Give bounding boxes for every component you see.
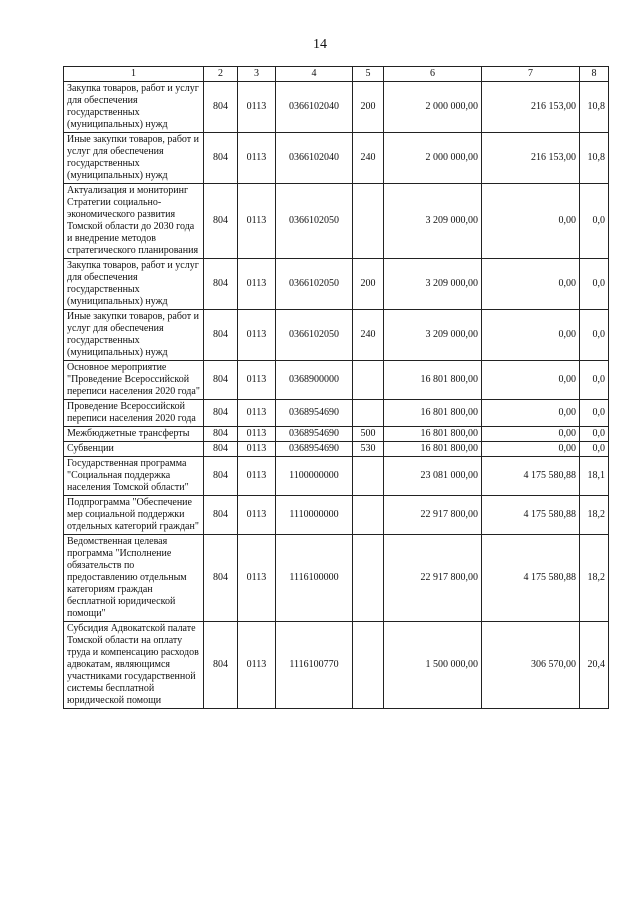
cell-name: Субвенции: [64, 442, 204, 457]
cell-fact: 216 153,00: [482, 82, 580, 133]
cell-plan: 2 000 000,00: [384, 82, 482, 133]
cell-name: Субсидия Адвокатской палате Томской области на оплату труда и компенсацию расходов адвокатам, являющимся участниками государственной системы бесплатной юридической помощи: [64, 622, 204, 709]
cell-name: Ведомственная целевая программа "Исполнение обязательств по предоставлению отдельным категориям граждан бесплатной юридической помощи": [64, 535, 204, 622]
cell-ved: 804: [204, 535, 238, 622]
table-row: [64, 427, 609, 442]
cell-plan: 16 801 800,00: [384, 400, 482, 427]
cell-razdel: 0113: [238, 442, 276, 457]
column-header: 8: [580, 67, 609, 82]
cell-vr: 500: [353, 427, 384, 442]
cell-vr: [353, 622, 384, 709]
table-row: [64, 442, 609, 457]
column-header: 7: [482, 67, 580, 82]
table-row: [64, 310, 609, 361]
cell-percent: 0,0: [580, 361, 609, 400]
cell-fact: 216 153,00: [482, 133, 580, 184]
cell-name: Иные закупки товаров, работ и услуг для обеспечения государственных (муниципальных) нужд: [64, 310, 204, 361]
cell-ved: 804: [204, 310, 238, 361]
cell-razdel: 0113: [238, 82, 276, 133]
cell-vr: [353, 457, 384, 496]
cell-plan: 22 917 800,00: [384, 535, 482, 622]
cell-percent: 0,0: [580, 259, 609, 310]
cell-percent: 10,8: [580, 133, 609, 184]
cell-ved: 804: [204, 184, 238, 259]
cell-razdel: 0113: [238, 259, 276, 310]
cell-vr: 240: [353, 310, 384, 361]
column-header: 2: [204, 67, 238, 82]
cell-percent: 20,4: [580, 622, 609, 709]
cell-plan: 3 209 000,00: [384, 184, 482, 259]
cell-csr: 0368900000: [276, 361, 353, 400]
cell-csr: 0366102040: [276, 133, 353, 184]
cell-csr: 0368954690: [276, 400, 353, 427]
table-row: [64, 361, 609, 400]
column-header: 6: [384, 67, 482, 82]
cell-csr: 1110000000: [276, 496, 353, 535]
cell-vr: 200: [353, 82, 384, 133]
cell-name: Государственная программа "Социальная поддержка населения Томской области": [64, 457, 204, 496]
cell-name: Проведение Всероссийской переписи населения 2020 года: [64, 400, 204, 427]
cell-vr: [353, 400, 384, 427]
cell-percent: 10,8: [580, 82, 609, 133]
cell-percent: 18,1: [580, 457, 609, 496]
column-header: 1: [64, 67, 204, 82]
cell-fact: 0,00: [482, 427, 580, 442]
cell-plan: 16 801 800,00: [384, 442, 482, 457]
cell-razdel: 0113: [238, 184, 276, 259]
cell-csr: 1116100770: [276, 622, 353, 709]
cell-csr: 0366102050: [276, 310, 353, 361]
table-row: [64, 184, 609, 259]
table-row: [64, 133, 609, 184]
cell-fact: 0,00: [482, 442, 580, 457]
cell-name: Актуализация и мониторинг Стратегии социально-экономического развития Томской области до 2030 года и внедрение методов стратегического планирования: [64, 184, 204, 259]
cell-plan: 3 209 000,00: [384, 310, 482, 361]
cell-plan: 3 209 000,00: [384, 259, 482, 310]
cell-razdel: 0113: [238, 535, 276, 622]
cell-name: Подпрограмма "Обеспечение мер социальной поддержки отдельных категорий граждан": [64, 496, 204, 535]
cell-fact: 0,00: [482, 400, 580, 427]
column-header: 4: [276, 67, 353, 82]
cell-fact: 0,00: [482, 184, 580, 259]
column-header: 3: [238, 67, 276, 82]
cell-name: Межбюджетные трансферты: [64, 427, 204, 442]
cell-plan: 2 000 000,00: [384, 133, 482, 184]
cell-ved: 804: [204, 133, 238, 184]
page-number: 14: [313, 37, 327, 52]
cell-fact: 0,00: [482, 310, 580, 361]
cell-percent: 0,0: [580, 184, 609, 259]
cell-ved: 804: [204, 427, 238, 442]
cell-plan: 16 801 800,00: [384, 427, 482, 442]
table-row: [64, 496, 609, 535]
cell-fact: 4 175 580,88: [482, 535, 580, 622]
cell-percent: 0,0: [580, 400, 609, 427]
cell-csr: 0366102050: [276, 184, 353, 259]
cell-vr: 200: [353, 259, 384, 310]
cell-razdel: 0113: [238, 361, 276, 400]
cell-ved: 804: [204, 457, 238, 496]
cell-csr: 0366102050: [276, 259, 353, 310]
cell-plan: 16 801 800,00: [384, 361, 482, 400]
cell-vr: [353, 184, 384, 259]
cell-name: Закупка товаров, работ и услуг для обеспечения государственных (муниципальных) нужд: [64, 82, 204, 133]
cell-csr: 1100000000: [276, 457, 353, 496]
cell-fact: 306 570,00: [482, 622, 580, 709]
cell-ved: 804: [204, 259, 238, 310]
cell-percent: 0,0: [580, 442, 609, 457]
cell-fact: 0,00: [482, 259, 580, 310]
cell-fact: 0,00: [482, 361, 580, 400]
table-row: [64, 82, 609, 133]
cell-razdel: 0113: [238, 427, 276, 442]
cell-razdel: 0113: [238, 400, 276, 427]
cell-razdel: 0113: [238, 133, 276, 184]
table-row: [64, 457, 609, 496]
cell-percent: 0,0: [580, 310, 609, 361]
cell-razdel: 0113: [238, 622, 276, 709]
table-row: [64, 259, 609, 310]
cell-name: Основное мероприятие "Проведение Всероссийской переписи населения 2020 года": [64, 361, 204, 400]
cell-ved: 804: [204, 622, 238, 709]
cell-ved: 804: [204, 400, 238, 427]
cell-name: Иные закупки товаров, работ и услуг для обеспечения государственных (муниципальных) нужд: [64, 133, 204, 184]
table-row: [64, 622, 609, 709]
cell-razdel: 0113: [238, 457, 276, 496]
cell-plan: 22 917 800,00: [384, 496, 482, 535]
cell-ved: 804: [204, 82, 238, 133]
cell-csr: 0366102040: [276, 82, 353, 133]
cell-ved: 804: [204, 496, 238, 535]
cell-ved: 804: [204, 442, 238, 457]
cell-percent: 18,2: [580, 535, 609, 622]
cell-ved: 804: [204, 361, 238, 400]
cell-plan: 1 500 000,00: [384, 622, 482, 709]
cell-csr: 0368954690: [276, 427, 353, 442]
table-row: [64, 400, 609, 427]
table-row: [64, 535, 609, 622]
cell-csr: 0368954690: [276, 442, 353, 457]
column-header: 5: [353, 67, 384, 82]
table-header-row: [64, 67, 609, 82]
cell-percent: 18,2: [580, 496, 609, 535]
cell-fact: 4 175 580,88: [482, 457, 580, 496]
budget-table: [63, 66, 609, 709]
cell-vr: 240: [353, 133, 384, 184]
cell-percent: 0,0: [580, 427, 609, 442]
cell-plan: 23 081 000,00: [384, 457, 482, 496]
cell-vr: [353, 361, 384, 400]
cell-fact: 4 175 580,88: [482, 496, 580, 535]
cell-vr: [353, 535, 384, 622]
cell-csr: 1116100000: [276, 535, 353, 622]
cell-vr: 530: [353, 442, 384, 457]
cell-vr: [353, 496, 384, 535]
cell-razdel: 0113: [238, 310, 276, 361]
cell-name: Закупка товаров, работ и услуг для обеспечения государственных (муниципальных) нужд: [64, 259, 204, 310]
cell-razdel: 0113: [238, 496, 276, 535]
